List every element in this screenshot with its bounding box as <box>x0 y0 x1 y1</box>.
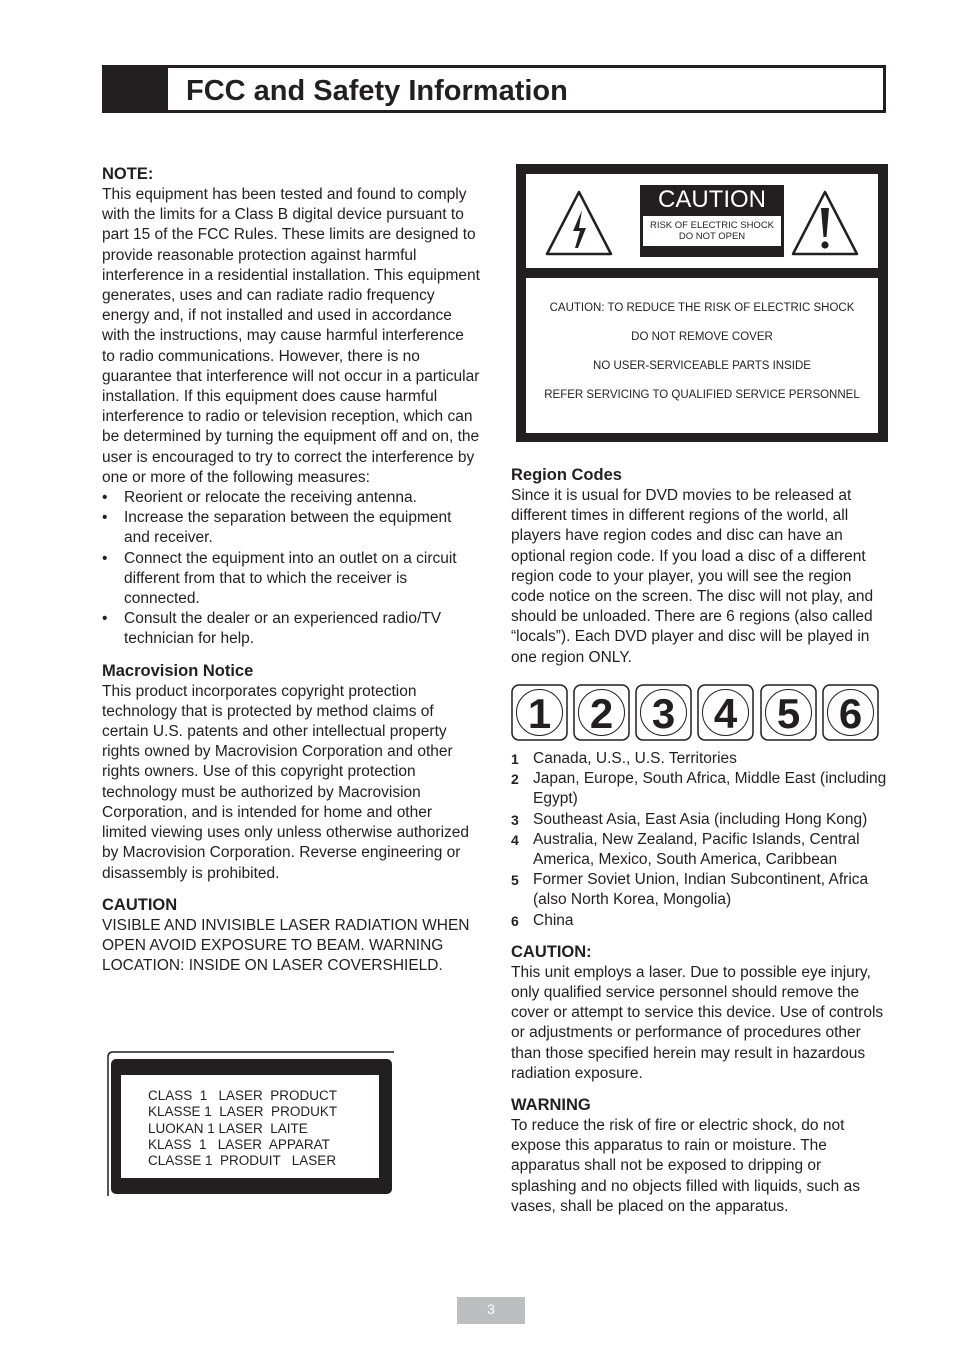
caution-tag <box>640 185 784 257</box>
region-number: 6 <box>511 912 519 929</box>
shock-label-line: NO USER-SERVICEABLE PARTS INSIDE <box>593 360 811 372</box>
region-item <box>511 830 889 870</box>
macrovision-heading: Macrovision Notice <box>102 661 254 680</box>
left-column <box>102 164 480 976</box>
region-number: 2 <box>511 771 519 788</box>
shock-label-line: CAUTION: TO REDUCE THE RISK OF ELECTRIC SHOCK <box>549 302 855 314</box>
region-item <box>511 810 889 830</box>
note-bullet: • Consult the dealer or an experienced radio/TV technician for help. <box>102 609 480 649</box>
region-item <box>511 769 889 809</box>
note-bullet: • Increase the separation between the equipment and receiver. <box>102 508 480 548</box>
laser-label-line: KLASS 1 LASER APPARAT <box>148 1136 330 1152</box>
region-5-digit: 5 <box>776 690 801 737</box>
region-2-icon <box>574 685 629 740</box>
note-body: This equipment has been tested and found to comply with the limits for a Class B digital device pursuant to part 15 of the FCC Rules. These limits are designed to provide reasonable protection against harmful interference in a residential installation. This equipment generates, uses and can radiate radio frequency energy and, if not installed and used in accordance with the instructions, may cause harmful interference to radio communications. However, there is no guarantee that interference will not occur in a particular installation. If this equipment does cause harmful interference to radio or television reception, which can be determined by turning the equipment off and on, the user is encouraged to try to correct the interference by one or more of the following measures: <box>102 186 480 486</box>
warning-heading: WARNING <box>511 1096 591 1115</box>
region-list <box>511 749 889 931</box>
region-6-digit: 6 <box>838 690 863 737</box>
macrovision-body: This product incorporates copyright protection technology that is protected by method claims of certain U.S. patents and other intellectual property rights owned by Macrovision Corporation and other rights owners. Use of this copyright protection technology must be authorized by Macrovision Corporation, and is intended for home and other limited viewing uses only unless otherwise authorized by Macrovision Corporation. Reverse engineering or disassembly is prohibited. <box>102 682 470 882</box>
region-item <box>511 749 889 769</box>
caution-heading: CAUTION: <box>511 942 592 961</box>
warning-body: To reduce the risk of fire or electric shock, do not expose this apparatus to rain or moisture. The apparatus shall not be exposed to dripping or splashing and no objects filled with liquids, such as vases, shall be placed on the apparatus. <box>511 1117 860 1215</box>
region-1-icon <box>512 685 567 740</box>
right-lower-column <box>511 749 889 1217</box>
shock-caution-label <box>516 164 888 442</box>
shock-label-line: REFER SERVICING TO QUALIFIED SERVICE PERSONNEL <box>544 389 860 401</box>
note-heading: NOTE: <box>102 165 154 183</box>
region-number: 1 <box>511 751 519 767</box>
region-text: Southeast Asia, East Asia (including Hong Kong) <box>533 810 868 828</box>
region-item <box>511 870 889 910</box>
page-header <box>102 65 886 113</box>
header-block <box>105 68 168 110</box>
region-text: Canada, U.S., U.S. Territories <box>533 750 737 767</box>
region-text: China <box>533 911 574 929</box>
page-title: FCC and Safety Information <box>186 75 568 107</box>
region-icons <box>511 684 881 742</box>
note-bullets <box>102 488 480 650</box>
laser-label-text <box>148 1088 337 1169</box>
region-item <box>511 911 889 931</box>
region-text: Former Soviet Union, Indian Subcontinent, Africa (also North Korea, Mongolia) <box>533 871 869 909</box>
region-4-icon <box>698 685 753 740</box>
region-3-icon <box>636 685 691 740</box>
region-3-digit: 3 <box>651 690 676 737</box>
laser-caution-body: VISIBLE AND INVISIBLE LASER RADIATION WHEN OPEN AVOID EXPOSURE TO BEAM. WARNING LOCATION: INSIDE ON LASER COVERSHIELD. <box>102 916 470 975</box>
shock-label-top <box>526 174 878 268</box>
region-number: 4 <box>511 831 519 848</box>
risk-text <box>643 216 781 246</box>
region-number: 3 <box>511 811 519 828</box>
region-1-digit: 1 <box>527 690 552 737</box>
region-text: Australia, New Zealand, Pacific Islands, Central America, Mexico, South America, Caribbean <box>533 830 860 869</box>
caution-body: This unit employs a laser. Due to possible eye injury, only qualified service personnel should remove the cover or attempt to service this device. Use of controls or adjustments or performance of procedures other than those specified herein may result in hazardous radiation exposure. <box>511 963 884 1082</box>
region-2-digit: 2 <box>589 690 614 737</box>
laser-label-line: LUOKAN 1 LASER LAITE <box>148 1120 308 1136</box>
note-bullet: • Reorient or relocate the receiving antenna. <box>102 488 480 508</box>
region-4-digit: 4 <box>713 690 738 737</box>
region-6-icon <box>823 685 878 740</box>
caution-word: CAUTION <box>658 186 766 213</box>
risk-line-1: RISK OF ELECTRIC SHOCK <box>649 220 775 231</box>
laser-label-line: KLASSE 1 LASER PRODUKT <box>148 1104 338 1120</box>
shock-label-line: DO NOT REMOVE COVER <box>631 331 773 343</box>
region-text: Japan, Europe, South Africa, Middle East (including Egypt) <box>533 770 887 808</box>
laser-caution-heading: CAUTION <box>102 895 178 914</box>
region-5-icon <box>761 685 816 740</box>
region-number: 5 <box>511 872 519 889</box>
region-codes-section <box>511 465 889 668</box>
laser-label-line: CLASSE 1 PRODUIT LASER <box>148 1153 337 1169</box>
note-bullet: • Connect the equipment into an outlet on a circuit different from that to which the receiver is connected. <box>102 549 480 610</box>
laser-label-line: CLASS 1 LASER PRODUCT <box>148 1088 338 1103</box>
shock-label-bottom <box>526 278 878 433</box>
lightning-warning-icon <box>544 188 614 258</box>
region-codes-heading: Region Codes <box>511 466 622 484</box>
region-codes-body: Since it is usual for DVD movies to be released at different times in different regions of the world, all players have region codes and disc can have an optional region code. If you load a disc of a different region code to your player, you will see the region code notice on the screen. The disc will not play, and should be unloaded. There are 6 regions (also called “locals”). Each DVD player and disc will be played in one region ONLY. <box>511 487 874 666</box>
risk-line-2: DO NOT OPEN <box>678 231 746 242</box>
page-number: 3 <box>457 1297 525 1324</box>
exclamation-warning-icon <box>790 188 860 258</box>
